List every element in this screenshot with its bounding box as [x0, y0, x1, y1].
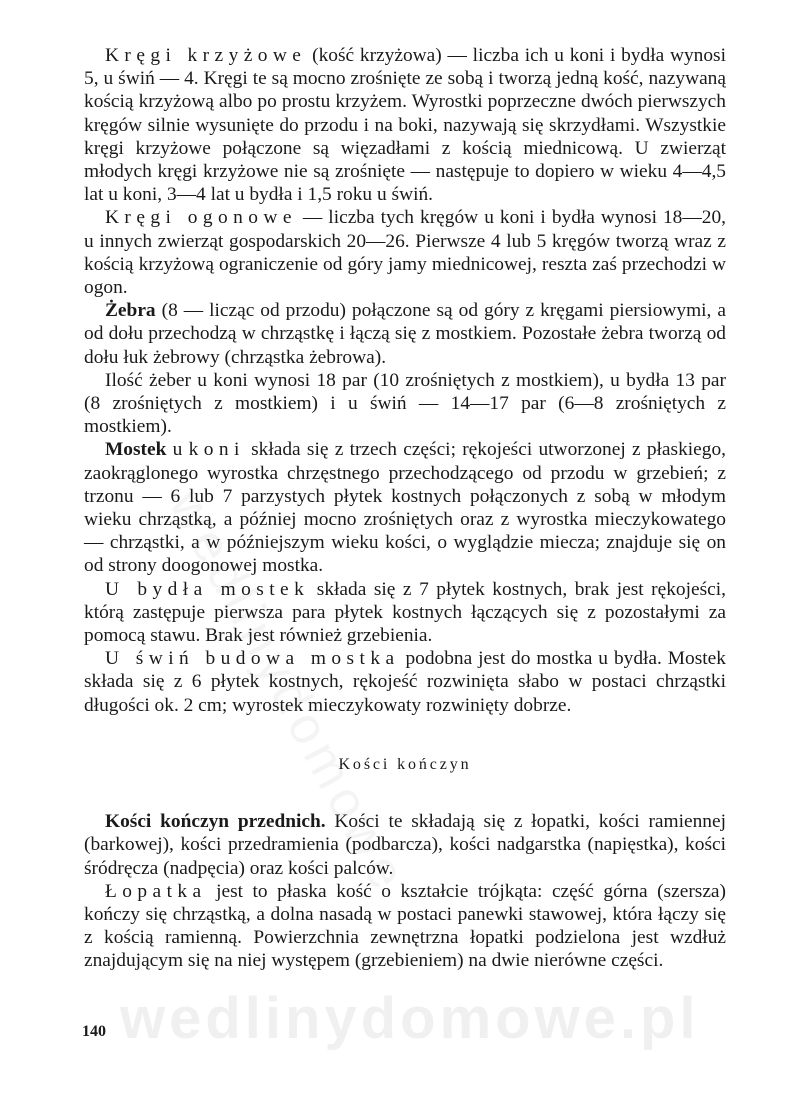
text-run: — liczba tych kręgów u koni i bydła wynosi 18—20, u innych zwierząt gospodarskich 20—26. Pierwsze 4 lub 5 kręgów tworzą wraz z kością krzyżową ograniczenie od góry jamy miednicowej, reszta zaś przechodzi w ogon. [84, 207, 726, 299]
spaced-term: Kręgi krzyżowe [105, 45, 307, 66]
watermark: wedlinydomowe.pl [120, 986, 700, 1051]
text-run: Ilość żeber u koni wynosi 18 par (10 zrośniętych z mostkiem), u bydła 13 par (8 zrośniętych z mostkiem) i u świń — 14—17 par (6—8 zrośniętych z mostkiem). [84, 369, 726, 438]
spaced-term: U świń budowa mostka [105, 648, 400, 670]
spaced-term: Kręgi ogonowe [105, 207, 297, 229]
paragraph [84, 810, 726, 880]
text-run: u [166, 439, 189, 461]
page-number: 140 [82, 1023, 106, 1040]
text-run: (kość krzyżowa) — liczba ich u koni i bydła wynosi 5, u świń — 4. Kręgi te są mocno zrośnięte ze sobą i tworzą jedną kość, nazywaną kością krzyżową albo po prostu krzyżem. Wyrostki poprzeczne dwóch pierwszych kręgów silnie wysunięte do przodu i na boki, nazywają się skrzydłami. Wszystkie kręgi krzyżowe połączone są więzadłami z kością miednicową. U zwierząt młodych kręgi krzyżowe nie są zrośnięte — następuje to dopiero w wieku 4—4,5 lat u koni, 3—4 lat u bydła i 1,5 roku u świń. [84, 45, 726, 206]
text-run: Kości te składają się z łopatki, kości ramiennej (barkowej), kości przedramienia (podbarcza), kości nadgarstka (napięstka), kości śródręcza (nadpęcia) oraz kości palców. [84, 811, 726, 879]
text-run: podobna jest do mostka u bydła. Mostek składa się z 6 płytek kostnych, rękojeść rozwinięta słabo w postaci chrząstki długości ok. 2 cm; wyrostek mieczykowaty rozwinięty dobrze. [84, 648, 726, 716]
paragraph [84, 438, 726, 577]
text-run: (8 — licząc od przodu) połączone są od góry z kręgami piersiowymi, a od dołu przechodzą w chrząstkę i łączą się z mostkiem. Pozostałe żebra tworzą od dołu łuk żebrowy (chrząstka żebrowa). [84, 300, 726, 368]
paragraph [84, 369, 726, 439]
section-heading: Kości kończyn [338, 755, 472, 773]
spaced-term: koni [188, 439, 245, 461]
text-section-1 [84, 44, 726, 717]
spaced-term: U bydła mostek [105, 578, 310, 600]
paragraph [84, 299, 726, 369]
paragraph [84, 206, 726, 299]
text-section-2 [84, 810, 726, 972]
bold-term: Kości kończyn przednich. [105, 811, 326, 833]
bold-term: Mostek [105, 439, 167, 461]
bold-term: Żebra [105, 300, 156, 322]
paragraph [84, 647, 726, 717]
paragraph [84, 880, 726, 973]
text-run: jest to płaska kość o kształcie trójkąta: część górna (szersza) kończy się chrząstką, a dolna nasadą w postaci panewki stawowej, która łączy się z kością ramienną. Powierzchnia zewnętrzna łopatki podzielona jest wzdłuż znajdującym się na niej występem (grzebieniem) na dwie nierówne części. [84, 880, 726, 972]
text-run: składa się z 7 płytek kostnych, brak jest rękojeści, którą zastępuje pierwsza para płytek kostnych łączących się z pozostałymi za pomocą stawu. Brak jest również grzebienia. [84, 578, 727, 647]
text-run: składa się z trzech części; rękojeści utworzonej z płaskiego, zaokrąglonego wyrostka chrzęstnego przechodzącego od przodu w grzebień; z trzonu — 6 lub 7 parzystych płytek kostnych połączonych z sobą w młodym wieku chrząstką, a później mocno zrośniętych oraz z wyrostka mieczykowatego — chrząstki, a w późniejszym wieku kości, o wyglądzie miecza; znajduje się on od strony doogonowej mostka. [84, 439, 727, 577]
paragraph [84, 578, 726, 648]
paragraph [84, 44, 726, 206]
spaced-term: Łopatka [105, 880, 207, 902]
page-body [84, 44, 726, 973]
